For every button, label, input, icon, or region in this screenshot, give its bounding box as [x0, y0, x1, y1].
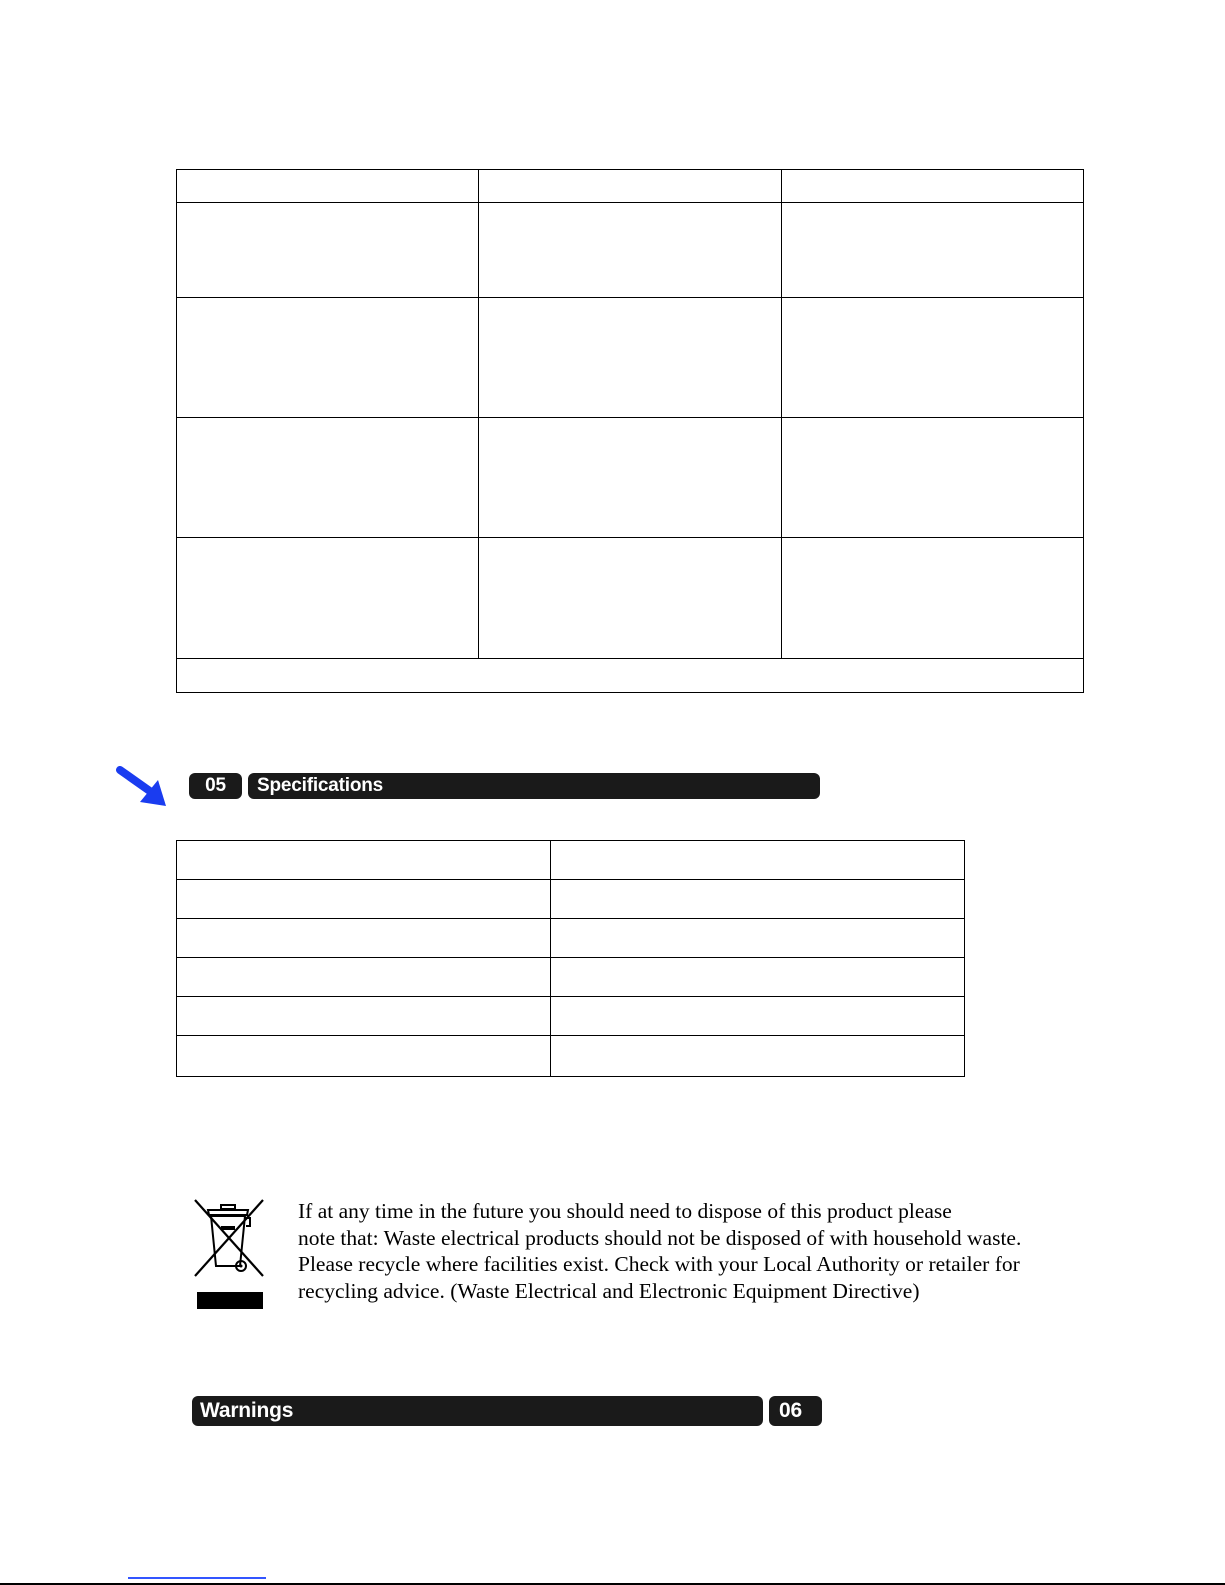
specifications-section-header: [189, 773, 820, 799]
table-row: [177, 203, 1084, 298]
notice-line: note that: Waste electrical products should not be disposed of with household waste.: [298, 1225, 1022, 1250]
table-cell: [177, 841, 551, 880]
footer-link-underline: [128, 1577, 266, 1579]
table-footer-cell: [177, 659, 1084, 693]
table-cell: [551, 880, 965, 919]
table-cell: [177, 298, 479, 418]
table-cell: [177, 1036, 551, 1077]
table-cell: [177, 997, 551, 1036]
table-cell: [177, 203, 479, 298]
table-row: [177, 841, 965, 880]
table-cell: [177, 170, 479, 203]
notice-line: If at any time in the future you should need to dispose of this product please: [298, 1199, 952, 1223]
table-row: [177, 418, 1084, 538]
table-cell: [177, 919, 551, 958]
table-row: [177, 958, 965, 997]
troubleshooting-table: [176, 169, 1084, 693]
notice-line: recycling advice. (Waste Electrical and Electronic Equipment Directive): [298, 1278, 920, 1303]
table-cell: [479, 203, 781, 298]
table-cell: [479, 170, 781, 203]
table-cell: [479, 418, 781, 538]
section-title: Warnings: [192, 1396, 763, 1426]
table-cell: [781, 418, 1083, 538]
table-cell: [781, 203, 1083, 298]
table-row: [177, 538, 1084, 659]
table-row: [177, 170, 1084, 203]
section-number: 06: [769, 1396, 822, 1426]
table-cell: [177, 538, 479, 659]
table-row: [177, 1036, 965, 1077]
crossed-out-wheelie-bin-icon: [193, 1198, 265, 1310]
weee-disposal-notice: [298, 1198, 1088, 1304]
table-cell: [479, 298, 781, 418]
table-cell: [551, 958, 965, 997]
table-cell: [781, 538, 1083, 659]
blue-arrow-icon: [116, 766, 172, 810]
table-cell: [177, 958, 551, 997]
specifications-table: [176, 840, 965, 1077]
table-cell: [551, 841, 965, 880]
table-row: [177, 919, 965, 958]
table-cell: [781, 170, 1083, 203]
table-cell: [781, 298, 1083, 418]
table-row: [177, 659, 1084, 693]
table-row: [177, 997, 965, 1036]
section-number: 05: [189, 773, 242, 799]
table-cell: [551, 1036, 965, 1077]
section-title: Specifications: [248, 773, 820, 799]
table-cell: [479, 538, 781, 659]
table-cell: [551, 919, 965, 958]
table-row: [177, 880, 965, 919]
table-cell: [177, 880, 551, 919]
table-row: [177, 298, 1084, 418]
notice-line: Please recycle where facilities exist. Check with your Local Authority or retailer for: [298, 1252, 1020, 1276]
table-cell: [177, 418, 479, 538]
table-cell: [551, 997, 965, 1036]
warnings-section-header: [192, 1396, 822, 1426]
